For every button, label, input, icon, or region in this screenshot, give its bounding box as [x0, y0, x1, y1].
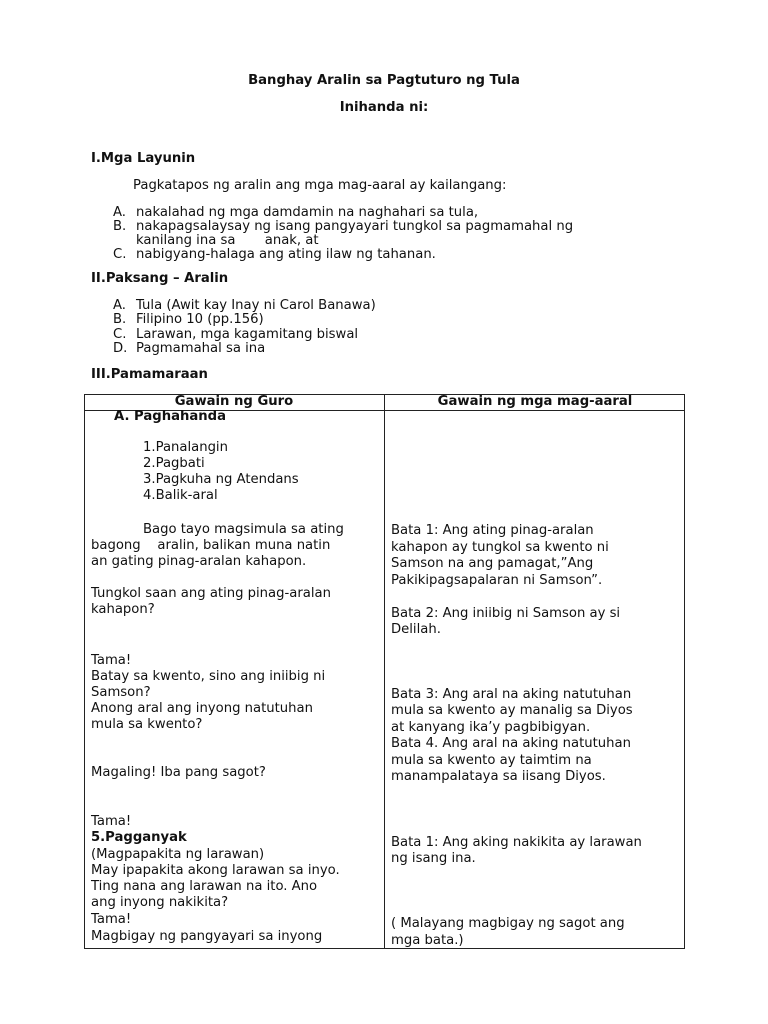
- layunin-intro: Pagkatapos ng aralin ang mga mag-aaral ay kailangang:: [133, 178, 507, 193]
- guro-text: Anong aral ang inyong natutuhan: [91, 701, 313, 716]
- guro-text: Ting nana ang larawan na ito. Ano: [91, 879, 318, 894]
- guro-text: May ipapakita akong larawan sa inyo.: [91, 863, 340, 878]
- aaral-answer: Bata 4. Ang aral na aking natutuhan: [391, 736, 631, 751]
- guro-text: Tama!: [91, 814, 132, 829]
- subheading-pagganyak: 5.Pagganyak: [91, 830, 187, 845]
- list-item: nakalahad ng mga damdamin na naghahari sa tula,: [136, 205, 479, 220]
- guro-text: Magbigay ng pangyayari sa inyong: [91, 929, 323, 944]
- list-item-continuation: kanilang ina sa anak, at: [136, 233, 319, 248]
- list-item: nakapagsalaysay ng isang pangyayari tungkol sa pagmamahal ng: [136, 219, 574, 234]
- aaral-answer: mga bata.): [391, 933, 464, 948]
- list-item: Pagmamahal sa ina: [136, 341, 266, 356]
- list-item: nabigyang-halaga ang ating ilaw ng tahanan.: [136, 247, 436, 262]
- aaral-answer: Delilah.: [391, 622, 441, 637]
- list-item: Larawan, mga kagamitang biswal: [136, 327, 359, 342]
- aaral-answer: mula sa kwento ay taimtim na: [391, 753, 592, 768]
- aaral-answer: manampalataya sa iisang Diyos.: [391, 769, 606, 784]
- guro-text: (Magpapakita ng larawan): [91, 847, 265, 862]
- guro-question: Tungkol saan ang ating pinag-aralan: [91, 586, 331, 601]
- guro-text: mula sa kwento?: [91, 717, 203, 732]
- list-marker: B.: [113, 219, 127, 234]
- list-marker: A.: [113, 205, 126, 220]
- aaral-answer: mula sa kwento ay manalig sa Diyos: [391, 703, 633, 718]
- guro-text: Tama!: [91, 912, 132, 927]
- step-item: 1.Panalangin: [143, 440, 228, 455]
- aaral-answer: Bata 2: Ang iniibig ni Samson ay si: [391, 606, 621, 621]
- aaral-answer: Pakikipagsapalaran ni Samson”.: [391, 573, 603, 588]
- aaral-answer: ng isang ina.: [391, 851, 476, 866]
- guro-text: Batay sa kwento, sino ang iniibig ni: [91, 669, 326, 684]
- list-item: Filipino 10 (pp.156): [136, 312, 264, 327]
- aaral-answer: ( Malayang magbigay ng sagot ang: [391, 916, 625, 931]
- table-header-guro: Gawain ng Guro: [174, 394, 294, 409]
- section-heading-paksang-aralin: II.Paksang – Aralin: [91, 271, 229, 286]
- guro-question: kahapon?: [91, 602, 155, 617]
- aaral-answer: kahapon ay tungkol sa kwento ni: [391, 540, 609, 555]
- list-marker: D.: [113, 341, 128, 356]
- prepared-by-label: Inihanda ni:: [339, 100, 429, 115]
- table-header-mag-aaral: Gawain ng mga mag-aaral: [437, 394, 633, 409]
- guro-text: an gating pinag-aralan kahapon.: [91, 554, 307, 569]
- guro-text: Tama!: [91, 653, 132, 668]
- step-item: 4.Balik-aral: [143, 488, 218, 503]
- step-item: 2.Pagbati: [143, 456, 205, 471]
- step-item: 3.Pagkuha ng Atendans: [143, 472, 299, 487]
- aaral-answer: Samson na ang pamagat,”Ang: [391, 556, 594, 571]
- list-marker: B.: [113, 312, 127, 327]
- section-heading-layunin: I.Mga Layunin: [91, 151, 196, 166]
- guro-text: bagong aralin, balikan muna natin: [91, 538, 331, 553]
- aaral-answer: at kanyang ika’y pagbibigyan.: [391, 720, 591, 735]
- list-item: Tula (Awit kay Inay ni Carol Banawa): [136, 298, 376, 313]
- list-marker: C.: [113, 327, 127, 342]
- list-marker: A.: [113, 298, 126, 313]
- guro-text: Bago tayo magsimula sa ating: [143, 522, 344, 537]
- document-title: Banghay Aralin sa Pagtuturo ng Tula: [248, 73, 520, 88]
- table-column-divider: [384, 394, 385, 949]
- guro-text: Samson?: [91, 685, 151, 700]
- list-marker: C.: [113, 247, 127, 262]
- guro-text: ang inyong nakikita?: [91, 895, 229, 910]
- aaral-answer: Bata 3: Ang aral na aking natutuhan: [391, 687, 632, 702]
- aaral-answer: Bata 1: Ang aking nakikita ay larawan: [391, 835, 642, 850]
- guro-text: Magaling! Iba pang sagot?: [91, 765, 266, 780]
- section-heading-pamamaraan: III.Pamamaraan: [91, 367, 208, 382]
- aaral-answer: Bata 1: Ang ating pinag-aralan: [391, 523, 594, 538]
- subheading-paghahanda: A. Paghahanda: [114, 409, 227, 424]
